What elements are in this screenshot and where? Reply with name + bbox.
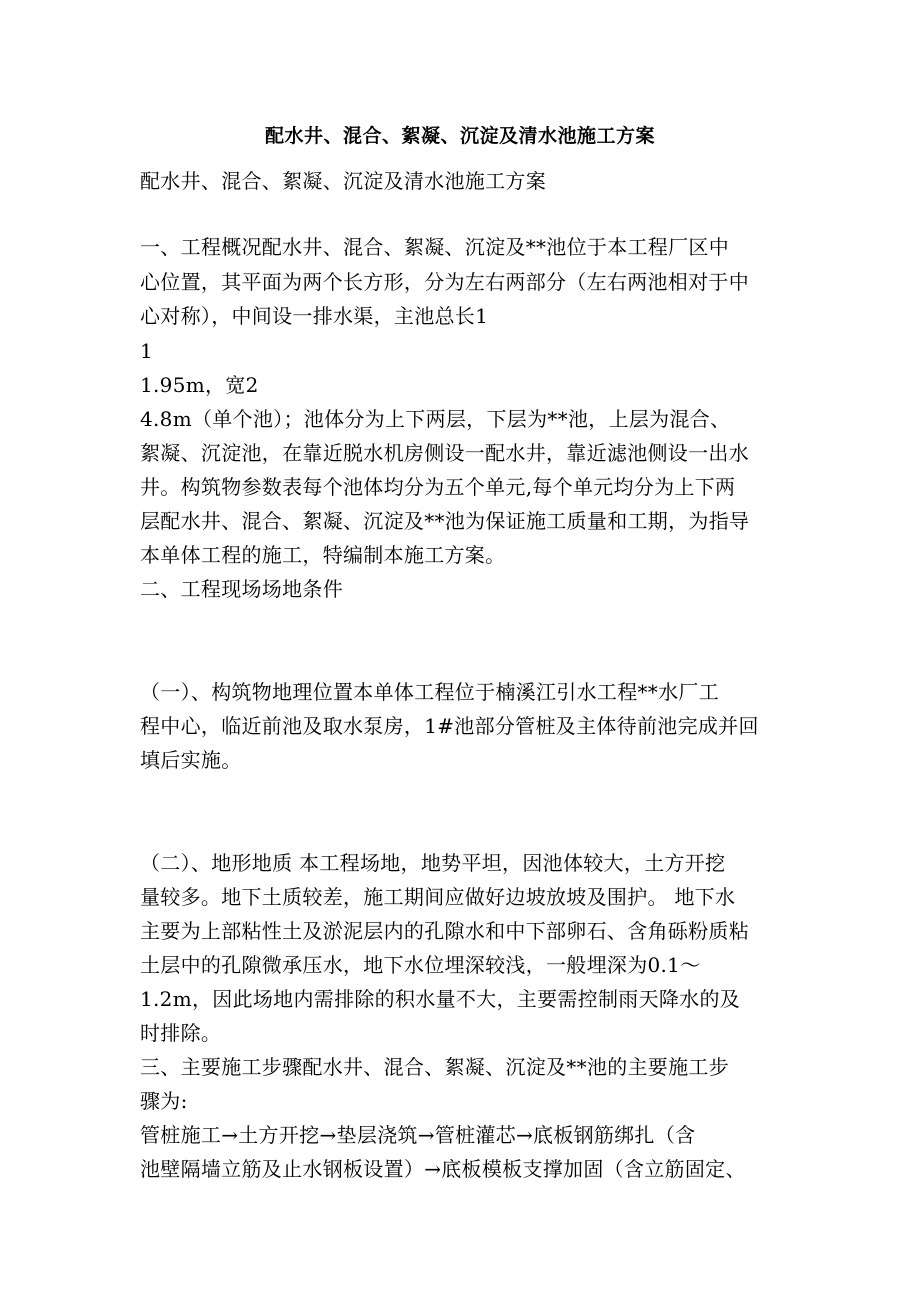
- paragraph-line: 时排除。: [140, 1021, 222, 1045]
- document-subtitle: 配水井、混合、絮凝、沉淀及清水池施工方案: [140, 169, 546, 193]
- paragraph-line: 井。构筑物参数表每个池体均分为五个单元,每个单元均分为上下两: [140, 475, 736, 499]
- paragraph-line: 1: [140, 339, 154, 363]
- paragraph-line: 池壁隔墙立筋及止水钢板设置）→底板模板支撑加固（含立筋固定、: [140, 1157, 746, 1181]
- paragraph-line: 本单体工程的施工，特编制本施工方案。: [140, 543, 506, 567]
- section-heading: 二、工程现场场地条件: [140, 577, 343, 601]
- paragraph-line: 主要为上部粘性土及淤泥层内的孔隙水和中下部卵石、含角砾粉质粘: [140, 919, 749, 943]
- paragraph-line: 4.8m（单个池）；池体分为上下两层，下层为**池，上层为混合、: [140, 407, 731, 431]
- paragraph-line: 土层中的孔隙微承压水，地下水位埋深较浅，一般埋深为0.1～: [140, 953, 701, 977]
- document-title: 配水井、混合、絮凝、沉淀及清水池施工方案: [264, 125, 655, 147]
- paragraph-line: （一）、构筑物地理位置本单体工程位于楠溪江引水工程**水厂工: [140, 680, 719, 704]
- paragraph-line: （二）、地形地质 本工程场地，地势平坦，因池体较大，土方开挖: [140, 851, 726, 875]
- paragraph-line: 程中心，临近前池及取水泵房，1#池部分管桩及主体待前池完成并回: [140, 714, 759, 738]
- paragraph-line: 层配水井、混合、絮凝、沉淀及**池为保证施工质量和工期，为指导: [140, 509, 750, 533]
- paragraph-line: 1.2m，因此场地内需排除的积水量不大，主要需控制雨天降水的及: [140, 987, 741, 1011]
- paragraph-line: 量较多。地下土质较差，施工期间应做好边坡放坡及围护。 地下水: [140, 885, 736, 909]
- paragraph-line: 絮凝、沉淀池，在靠近脱水机房侧设一配水井，靠近滤池侧设一出水: [140, 441, 749, 465]
- paragraph-line: 一、工程概况配水井、混合、絮凝、沉淀及**池位于本工程厂区中: [140, 235, 729, 259]
- paragraph-line: 管桩施工→土方开挖→垫层浇筑→管桩灌芯→底板钢筋绑扎（含: [140, 1123, 696, 1147]
- paragraph-line: 心位置，其平面为两个长方形，分为左右两部分（左右两池相对于中: [140, 270, 749, 294]
- paragraph-line: 骤为:: [140, 1089, 188, 1113]
- paragraph-line: 填后实施。: [140, 748, 242, 772]
- section-heading: 三、主要施工步骤配水井、混合、絮凝、沉淀及**池的主要施工步: [140, 1055, 729, 1079]
- paragraph-line: 心对称），中间设一排水渠，主池总长1: [140, 304, 489, 328]
- paragraph-line: 1.95m，宽2: [140, 373, 259, 397]
